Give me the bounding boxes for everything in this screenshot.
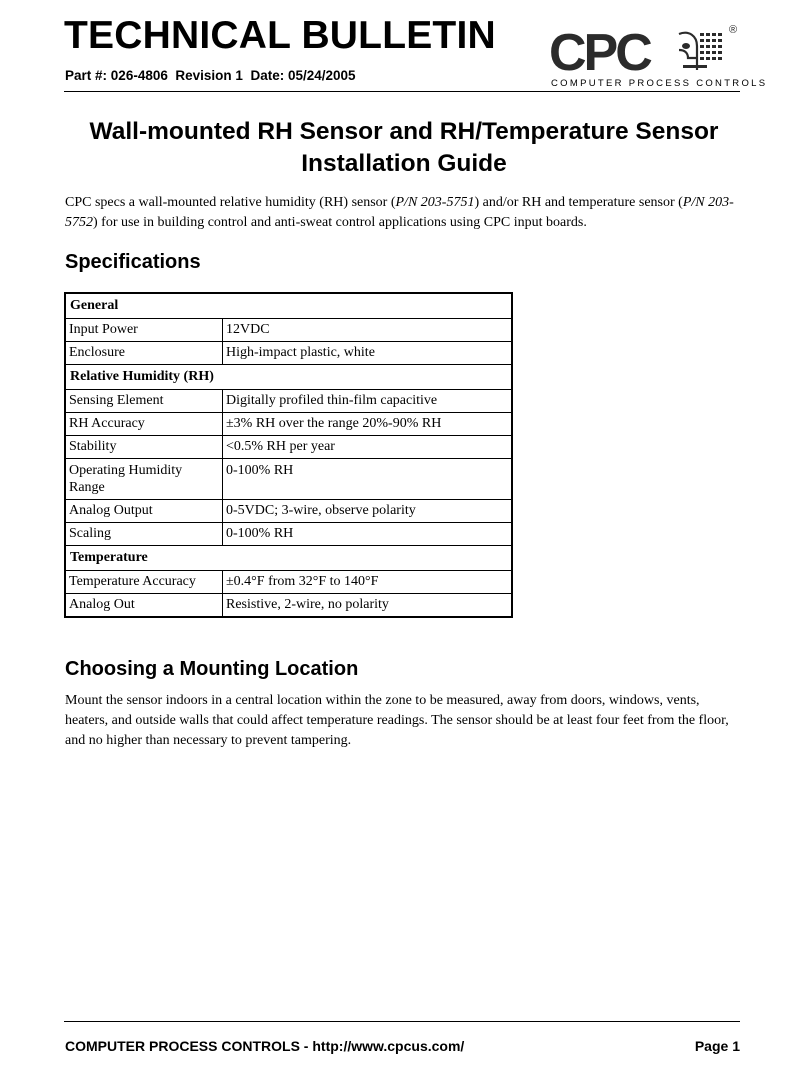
spec-label: Sensing Element	[65, 390, 223, 413]
table-row	[65, 594, 512, 618]
spec-value: 12VDC	[223, 319, 513, 342]
intro-text-1: CPC specs a wall-mounted relative humidity (RH) sensor (	[65, 195, 396, 210]
logo-caption: COMPUTER PROCESS CONTROLS	[551, 78, 768, 89]
mounting-heading: Choosing a Mounting Location	[65, 658, 359, 680]
part-number-rh-temp-sensor: P/N 203-5752	[65, 195, 734, 230]
spec-value: 0-100% RH	[223, 459, 513, 500]
part-label: Part #:	[65, 68, 108, 83]
spec-label: Analog Out	[65, 594, 223, 618]
cpc-logo-mark	[547, 20, 742, 78]
footer-separator: -	[299, 1038, 313, 1054]
footer-divider	[64, 1021, 740, 1022]
revision-number: 1	[235, 68, 243, 83]
table-row	[65, 436, 512, 459]
footer-page	[695, 1038, 740, 1054]
table-row	[65, 459, 512, 500]
footer-company-name: COMPUTER PROCESS CONTROLS	[65, 1038, 300, 1054]
table-row	[65, 413, 512, 436]
spec-label: Scaling	[65, 523, 223, 546]
registered-mark: ®	[729, 24, 738, 36]
footer-url-link[interactable]: http://www.cpcus.com/	[312, 1038, 465, 1054]
part-number-rh-sensor: P/N 203-5751	[395, 195, 475, 210]
table-row	[65, 571, 512, 594]
table-group-row	[65, 365, 512, 390]
table-row	[65, 500, 512, 523]
spec-label: Temperature Accuracy	[65, 571, 223, 594]
revision-label: Revision	[175, 68, 232, 83]
bulletin-title: TECHNICAL BULLETIN	[64, 14, 496, 57]
intro-text-2: ) and/or RH and temperature sensor (	[474, 195, 683, 210]
part-number: 026-4806	[110, 68, 168, 83]
spec-value: 0-100% RH	[223, 523, 513, 546]
specifications-table	[64, 292, 513, 618]
group-general: General	[65, 293, 512, 319]
spec-value: ±0.4°F from 32°F to 140°F	[223, 571, 513, 594]
page-number: 1	[732, 1038, 740, 1054]
spec-label: Enclosure	[65, 342, 223, 365]
document-meta	[65, 68, 356, 83]
table-row	[65, 390, 512, 413]
title-line-1: Wall-mounted RH Sensor and RH/Temperature Sensor	[89, 118, 719, 145]
table-group-row	[65, 293, 512, 319]
footer-company	[65, 1038, 464, 1054]
logo-wordmark: CPC	[549, 24, 650, 78]
logo-face-icon	[679, 33, 697, 70]
spec-label: Operating Humidity Range	[65, 459, 223, 500]
document-title	[48, 116, 760, 180]
group-temperature: Temperature	[65, 546, 512, 571]
logo-grid-icon	[683, 33, 722, 68]
spec-value: Resistive, 2-wire, no polarity	[223, 594, 513, 618]
mounting-paragraph: Mount the sensor indoors in a central location within the zone to be measured, away from doors, windows, vents, heaters, and outside walls that could affect temperature readings. The sensor should be at least four feet from the floor, and no higher than necessary to prevent tampering.	[65, 693, 729, 748]
spec-value: Digitally profiled thin-film capacitive	[223, 390, 513, 413]
page-label: Page	[694, 1038, 729, 1054]
spec-label: Stability	[65, 436, 223, 459]
spec-label: Input Power	[65, 319, 223, 342]
spec-label: RH Accuracy	[65, 413, 223, 436]
spec-value: High-impact plastic, white	[223, 342, 513, 365]
table-row	[65, 319, 512, 342]
intro-text-3: ) for use in building control and anti-sweat control applications using CPC input boards.	[93, 215, 587, 230]
title-line-2: Installation Guide	[301, 150, 507, 177]
document-date: 05/24/2005	[287, 68, 356, 83]
group-relative-humidity: Relative Humidity (RH)	[65, 365, 512, 390]
specifications-heading: Specifications	[65, 251, 201, 273]
spec-label: Analog Output	[65, 500, 223, 523]
table-row	[65, 342, 512, 365]
spec-value: 0-5VDC; 3-wire, observe polarity	[223, 500, 513, 523]
table-row	[65, 523, 512, 546]
spec-value: <0.5% RH per year	[223, 436, 513, 459]
table-group-row	[65, 546, 512, 571]
intro-paragraph	[65, 193, 745, 233]
spec-value: ±3% RH over the range 20%-90% RH	[223, 413, 513, 436]
date-label: Date:	[250, 68, 285, 83]
